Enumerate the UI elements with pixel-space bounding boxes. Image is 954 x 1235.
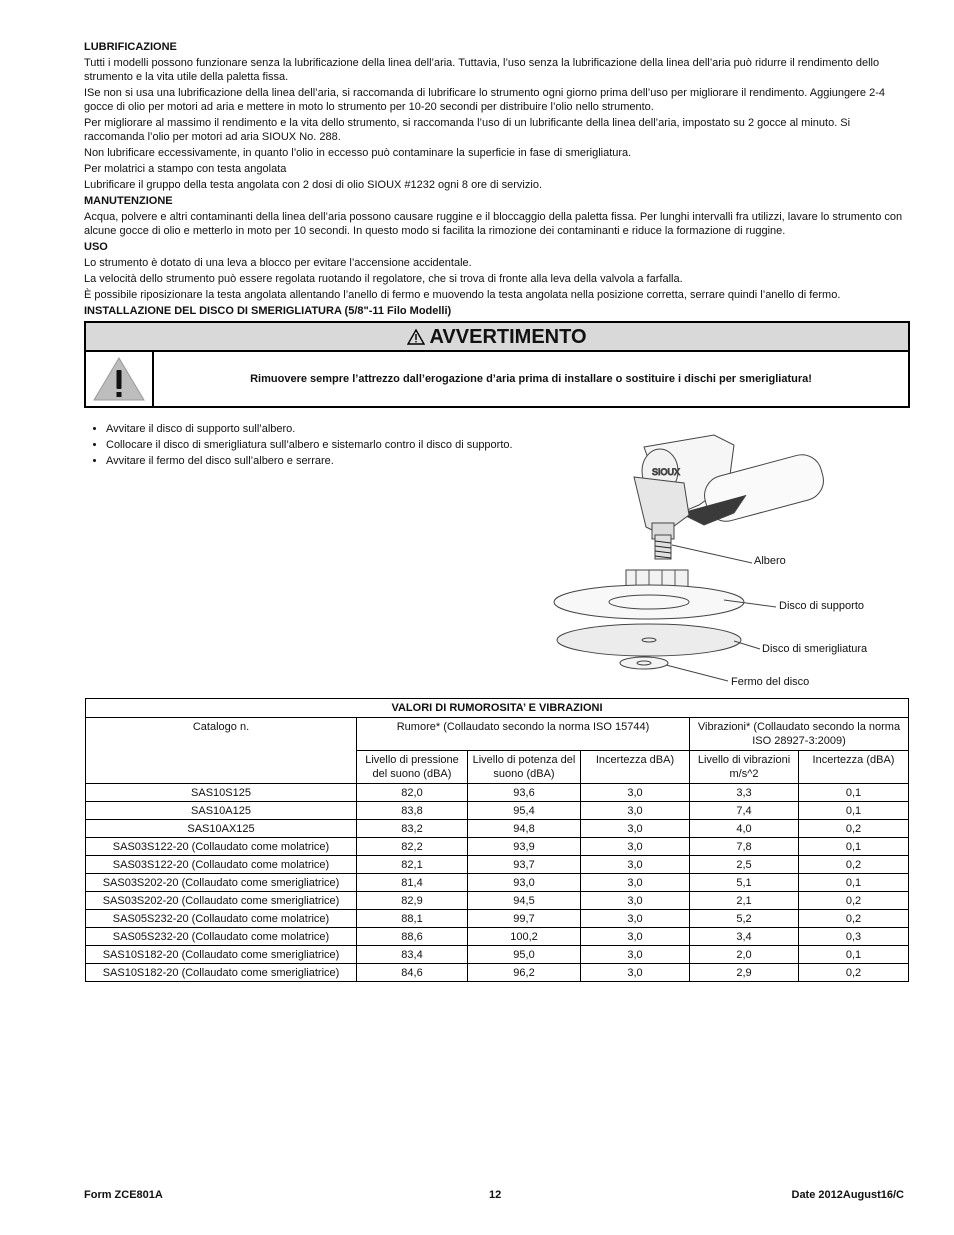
cell-value: 2,0 (690, 946, 799, 964)
cell-value: 3,4 (690, 928, 799, 946)
list-item: • Collocare il disco di smerigliatura sull’albero e sistemarlo contro il disco di supporto. (106, 438, 586, 452)
cell-value: 2,5 (690, 856, 799, 874)
grinder-disc-diagram (484, 395, 868, 688)
cell-value: 88,1 (357, 910, 468, 928)
paragraph: Lo strumento è dotato di una leva a blocco per evitare l’accensione accidentale. (84, 257, 472, 269)
cell-value: 99,7 (468, 910, 581, 928)
cell-value: 82,9 (357, 892, 468, 910)
cell-value: 0,1 (799, 946, 909, 964)
cell-value: 0,2 (799, 964, 909, 982)
cell-value: 82,2 (357, 838, 468, 856)
cell-value: 95,4 (468, 802, 581, 820)
cell-value: 81,4 (357, 874, 468, 892)
cell-value: 0,1 (799, 784, 909, 802)
noise-vibration-table (85, 698, 909, 982)
paragraph: Tutti i modelli possono funzionare senza la lubrificazione della linea dell’aria. Tuttavia, l’uso senza la lubrificazione della linea dell’aria può ridurre il rendimento dello strumento e la vita utile della paletta fissa. (84, 57, 880, 83)
cell-value: 3,0 (581, 856, 690, 874)
list-item: • Avvitare il fermo del disco sull’albero e serrare. (106, 454, 586, 468)
footer-form: Form ZCE801A (84, 1189, 163, 1201)
cell-value: 4,0 (690, 820, 799, 838)
cell-value: 83,8 (357, 802, 468, 820)
cell-value: 2,9 (690, 964, 799, 982)
cell-value: 83,2 (357, 820, 468, 838)
paragraph: Per molatrici a stampo con testa angolata (84, 163, 287, 175)
cell-value: 3,0 (581, 928, 690, 946)
paragraph: Per migliorare al massimo il rendimento e la vita dello strumento, si raccomanda l’uso di un lubrificante della linea dell’aria, impostato su 2 gocce al minuto. Si raccomanda l’olio per motori ad aria SIOUX No. 288. (84, 117, 851, 143)
table-row (86, 856, 909, 874)
cell-value: 100,2 (468, 928, 581, 946)
header-sub: Livello di vibrazioni m/s^2 (690, 751, 799, 784)
cell-value: 93,0 (468, 874, 581, 892)
cell-value: 94,5 (468, 892, 581, 910)
cell-catalog: SAS10A125 (86, 802, 357, 820)
warning-icon-cell (86, 352, 154, 406)
cell-value: 3,0 (581, 820, 690, 838)
paragraph: Lubrificare il gruppo della testa angolata con 2 dosi di olio SIOUX #1232 ogni 8 ore di servizio. (84, 179, 542, 191)
warning-triangle-icon (407, 329, 425, 345)
cell-catalog: SAS05S232-20 (Collaudato come molatrice) (86, 928, 357, 946)
cell-value: 7,8 (690, 838, 799, 856)
cell-value: 0,2 (799, 910, 909, 928)
table-row (86, 928, 909, 946)
paragraph: È possibile riposizionare la testa angolata allentando l’anello di fermo e muovendo la testa angolata nella posizione corretta, serrare quindi l’anello di fermo. (84, 289, 841, 301)
header-sub: Incertezza dBA) (581, 751, 690, 784)
cell-value: 2,1 (690, 892, 799, 910)
cell-value: 3,0 (581, 784, 690, 802)
table-row (86, 946, 909, 964)
warning-text: Rimuovere sempre l’attrezzo dall’erogazione d’aria prima di installare o sostituire i dischi per smerigliatura! (250, 373, 812, 385)
header-sub: Livello di pressione del suono (dBA) (357, 751, 468, 784)
cell-value: 3,0 (581, 964, 690, 982)
cell-value: 7,4 (690, 802, 799, 820)
header-catalog: Catalogo n. (86, 718, 357, 784)
cell-value: 3,0 (581, 946, 690, 964)
cell-value: 0,1 (799, 802, 909, 820)
cell-value: 3,0 (581, 874, 690, 892)
cell-catalog: SAS03S202-20 (Collaudato come smerigliatrice) (86, 892, 357, 910)
cell-value: 3,0 (581, 838, 690, 856)
warning-title-bar (86, 323, 908, 352)
table-row (86, 802, 909, 820)
cell-value: 3,3 (690, 784, 799, 802)
table-row (86, 910, 909, 928)
cell-value: 3,0 (581, 910, 690, 928)
table-title: VALORI DI RUMOROSITA’ E VIBRAZIONI (86, 699, 909, 718)
cell-value: 0,2 (799, 820, 909, 838)
cell-value: 84,6 (357, 964, 468, 982)
label-albero: Albero (754, 555, 786, 567)
exclamation-triangle-icon (92, 356, 146, 402)
heading-installazione: INSTALLAZIONE DEL DISCO DI SMERIGLIATURA (5/8"-11 Filo Modelli) (84, 305, 452, 317)
footer-date: Date 2012August16/C (791, 1189, 904, 1201)
paragraph: Acqua, polvere e altri contaminanti della linea dell’aria possono causare ruggine e il bloccaggio della paletta fissa. Per lunghi intervalli fra utilizzi, lavare lo strumento con alcune gocce di olio e metterlo in moto per 10 secondi. In questo modo si facilita la rimozione dei contaminanti e riduce la formazione di ruggine. (84, 211, 903, 237)
cell-value: 0,1 (799, 838, 909, 856)
table-row (86, 964, 909, 982)
paragraph: ISe non si usa una lubrificazione della linea dell’aria, si raccomanda di lubrificare lo strumento ogni giorno prima dell’uso per migliorare il rendimento. Aggiungere 2-4 gocce di olio per motori ad aria e mettere in moto lo strumento per 10-20 secondi per distribuire l’olio nello strumento. (84, 87, 885, 113)
cell-value: 93,9 (468, 838, 581, 856)
cell-value: 82,0 (357, 784, 468, 802)
heading-lubrificazione: LUBRIFICAZIONE (84, 41, 177, 53)
cell-value: 82,1 (357, 856, 468, 874)
cell-value: 95,0 (468, 946, 581, 964)
cell-value: 88,6 (357, 928, 468, 946)
warning-title: AVVERTIMENTO (429, 325, 587, 348)
cell-catalog: SAS10S182-20 (Collaudato come smerigliatrice) (86, 964, 357, 982)
cell-value: 94,8 (468, 820, 581, 838)
header-vibration-group: Vibrazioni* (Collaudato secondo la norma ISO 28927-3:2009) (690, 718, 909, 751)
list-item: • Avvitare il disco di supporto sull’albero. (106, 422, 586, 436)
cell-value: 3,0 (581, 802, 690, 820)
cell-value: 0,2 (799, 856, 909, 874)
cell-value: 93,6 (468, 784, 581, 802)
label-disco-supporto: Disco di supporto (779, 600, 864, 612)
cell-catalog: SAS10AX125 (86, 820, 357, 838)
paragraph: La velocità dello strumento può essere regolata ruotando il regolatore, che si trova di fronte alla leva della valvola a farfalla. (84, 273, 683, 285)
cell-catalog: SAS05S232-20 (Collaudato come molatrice) (86, 910, 357, 928)
cell-catalog: SAS03S122-20 (Collaudato come molatrice) (86, 838, 357, 856)
footer-page-number: 12 (489, 1189, 502, 1201)
cell-catalog: SAS10S125 (86, 784, 357, 802)
header-sub: Incertezza (dBA) (799, 751, 909, 784)
table-row (86, 874, 909, 892)
table-row (86, 820, 909, 838)
header-sub: Livello di potenza del suono (dBA) (468, 751, 581, 784)
table-row (86, 838, 909, 856)
table-row (86, 892, 909, 910)
cell-value: 3,0 (581, 892, 690, 910)
cell-value: 5,2 (690, 910, 799, 928)
heading-uso: USO (84, 241, 108, 253)
cell-catalog: SAS03S122-20 (Collaudato come molatrice) (86, 856, 357, 874)
cell-value: 5,1 (690, 874, 799, 892)
heading-manutenzione: MANUTENZIONE (84, 195, 173, 207)
label-disco-smerigliatura: Disco di smerigliatura (762, 643, 868, 655)
cell-catalog: SAS03S202-20 (Collaudato come smerigliatrice) (86, 874, 357, 892)
cell-value: 0,2 (799, 892, 909, 910)
cell-value: 0,3 (799, 928, 909, 946)
cell-value: 0,1 (799, 874, 909, 892)
table-row (86, 784, 909, 802)
paragraph: Non lubrificare eccessivamente, in quanto l’olio in eccesso può contaminare la superficie in fase di smerigliatura. (84, 147, 632, 159)
cell-value: 83,4 (357, 946, 468, 964)
label-fermo-disco: Fermo del disco (731, 676, 810, 688)
cell-value: 93,7 (468, 856, 581, 874)
table-body (86, 784, 909, 982)
header-noise-group: Rumore* (Collaudato secondo la norma ISO 15744) (357, 718, 690, 751)
cell-value: 96,2 (468, 964, 581, 982)
cell-catalog: SAS10S182-20 (Collaudato come smerigliatrice) (86, 946, 357, 964)
brand-logo: SIOUX (652, 467, 681, 477)
